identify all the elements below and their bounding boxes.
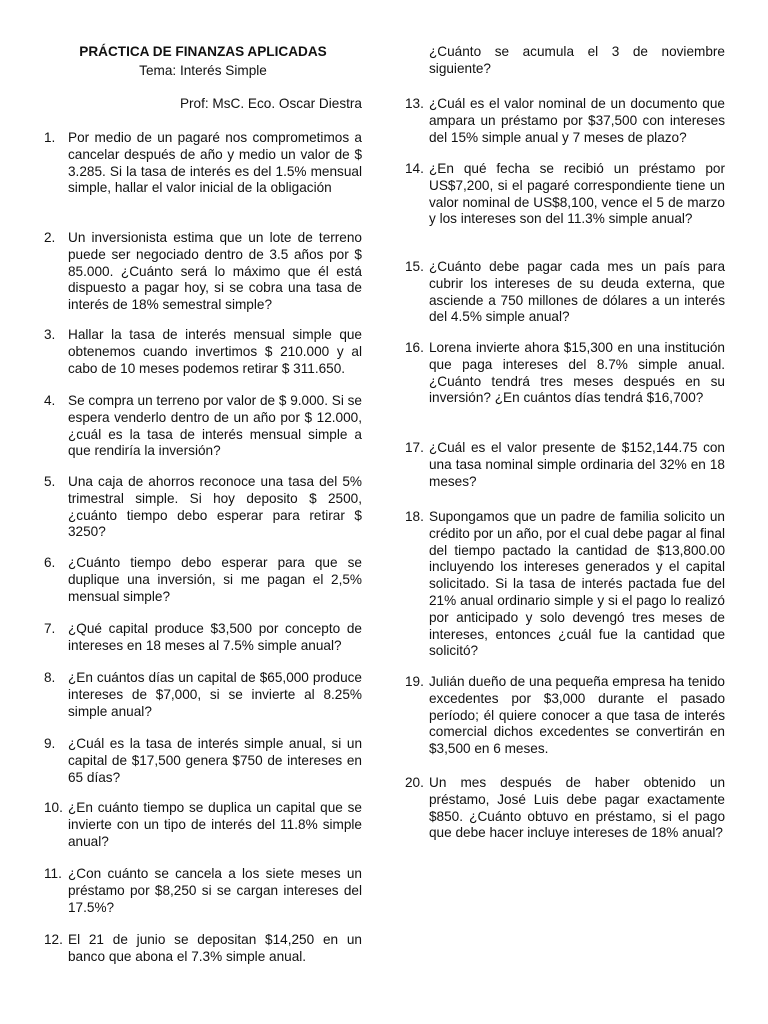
exercise-item	[405, 440, 725, 490]
exercise-text: Julián dueño de una pequeña empresa ha tenido excedentes por $3,000 durante el pasado período; él quiere conocer a que tasa de interés comercial dichos excedentes se convertirán en $3,500 en 6 meses.	[429, 674, 725, 757]
exercise-number: 7.	[44, 621, 56, 636]
exercise-number: 11.	[44, 866, 62, 881]
exercise-number: 17.	[405, 440, 424, 455]
exercise-item	[44, 393, 362, 460]
exercise-text: ¿En qué fecha se recibió un préstamo por US$7,200, si el pagaré correspondiente tiene un valor nominal de US$8,100, vence el 5 de marzo y los intereses son del 11.3% simple anual?	[429, 161, 725, 227]
exercise-text: ¿Cuánto debe pagar cada mes un país para cubrir los intereses de su deuda externa, que asciende a 750 millones de dólares a un interés del 4.5% simple anual?	[429, 259, 725, 325]
exercise-item	[405, 509, 725, 660]
exercise-item	[44, 800, 362, 850]
exercise-text: ¿Cuál es la tasa de interés simple anual, si un capital de $17,500 genera $750 de intereses en 65 días?	[68, 736, 362, 785]
exercise-number: 19.	[405, 674, 424, 689]
exercise-number: 8.	[44, 670, 56, 685]
exercise-text: ¿Cuánto tiempo debo esperar para que se duplique una inversión, si me pagan el 2,5% mensual simple?	[68, 555, 362, 604]
exercise-item	[44, 230, 362, 314]
document-subtitle: Tema: Interés Simple	[139, 63, 267, 78]
exercise-number: 15.	[405, 259, 424, 274]
exercise-number: 3.	[44, 327, 56, 342]
exercise-text: El 21 de junio se depositan $14,250 en un banco que abona el 7.3% simple anual.	[68, 932, 362, 964]
exercise-item	[44, 670, 362, 720]
exercise-text: ¿En cuánto tiempo se duplica un capital que se invierte con un tipo de interés del 11.8% simple anual?	[68, 800, 362, 849]
exercise-text: Una caja de ahorros reconoce una tasa del 5% trimestral simple. Si hoy deposito $ 2500, ¿cuánto tiempo debo esperar para retirar $ 3250?	[68, 474, 362, 540]
exercise-number: 4.	[44, 393, 56, 408]
exercise-text: ¿Con cuánto se cancela a los siete meses un préstamo por $8,250 si se cargan intereses del 17.5%?	[68, 866, 362, 915]
exercise-text: ¿Qué capital produce $3,500 por concepto de intereses en 18 meses al 7.5% simple anual?	[68, 621, 362, 653]
exercise-text: ¿Cuál es el valor nominal de un documento que ampara un préstamo por $37,500 con intereses del 15% simple anual y 7 meses de plazo?	[429, 96, 725, 145]
exercise-number: 13.	[405, 96, 424, 111]
exercise-text: Se compra un terreno por valor de $ 9.000. Si se espera venderlo dentro de un año por $ 12.000, ¿cuál es la tasa de interés mensual simple a que rendiría la inversión?	[68, 393, 362, 459]
exercise-text: Hallar la tasa de interés mensual simple que obtenemos cuando invertimos $ 210.000 y al cabo de 10 meses podemos retirar $ 311.650.	[68, 327, 362, 376]
exercise-item	[44, 555, 362, 605]
document-title: PRÁCTICA DE FINANZAS APLICADAS	[79, 44, 327, 59]
exercise-number: 6.	[44, 555, 56, 570]
exercise-text: Lorena invierte ahora $15,300 en una institución que paga intereses del 8.7% simple anual. ¿Cuánto tendrá tres meses después en su inversión? ¿En cuántos días tendrá $16,700?	[429, 340, 725, 406]
exercise-item	[44, 621, 362, 655]
exercise-number: 20.	[405, 775, 424, 790]
exercise-text: Un mes después de haber obtenido un préstamo, José Luis debe pagar exactamente $850. ¿Cuánto obtuvo en préstamo, si el pago que debe hacer incluye intereses de 18% anual?	[429, 775, 725, 841]
exercise-number: 18.	[405, 509, 424, 524]
exercise-item	[44, 474, 362, 541]
exercise-number: 12.	[44, 932, 63, 947]
exercise-item	[405, 340, 725, 407]
exercise-text: Supongamos que un padre de familia solicito un crédito por un año, por el cual debe pagar al final del tiempo pactado la cantidad de $13,800.00 incluyendo los intereses generados y el capital solicitado. Si la tasa de interés pactada fue del 21% anual ordinario simple y si el pago lo realizó por anticipado y solo devengó tres meses de intereses, entonces ¿cuál fue la cantidad que solicitó?	[429, 509, 725, 659]
exercise-item	[44, 327, 362, 377]
exercise-item	[44, 736, 362, 786]
exercise-number: 9.	[44, 736, 56, 751]
exercise-text: ¿Cuál es el valor presente de $152,144.75 con una tasa nominal simple ordinaria del 32% en 18 meses?	[429, 440, 725, 489]
exercise-item	[405, 674, 725, 758]
professor-name: Prof: MsC. Eco. Oscar Diestra	[179, 96, 362, 111]
exercise-text: ¿En cuántos días un capital de $65,000 produce intereses de $7,000, si se invierte al 8.25% simple anual?	[68, 670, 362, 719]
exercise-number: 10.	[44, 800, 63, 815]
exercise-item	[405, 259, 725, 326]
exercise-number: 5.	[44, 474, 56, 489]
exercise-number: 14.	[405, 161, 424, 176]
exercise-text: Un inversionista estima que un lote de terreno puede ser negociado dentro de 3.5 años por $ 85.000. ¿Cuánto será lo máximo que él está dispuesto a pagar hoy, si se cobra una tasa de interés de 18% semestral simple?	[68, 230, 362, 313]
exercise-item	[44, 130, 362, 197]
exercise-item	[405, 161, 725, 228]
exercise-number: 2.	[44, 230, 56, 245]
exercise-number: 16.	[405, 340, 424, 355]
exercise-item	[405, 96, 725, 146]
exercise-item	[44, 866, 362, 916]
exercise-item	[44, 932, 362, 966]
exercise-item	[405, 775, 725, 842]
exercise-12-continuation: ¿Cuánto se acumula el 3 de noviembre siguiente?	[429, 44, 725, 76]
exercise-number: 1.	[44, 130, 56, 145]
exercise-text: Por medio de un pagaré nos comprometimos a cancelar después de año y medio un valor de $ 3.285. Si la tasa de interés es del 1.5% mensual simple, hallar el valor inicial de la obligación	[68, 130, 362, 196]
